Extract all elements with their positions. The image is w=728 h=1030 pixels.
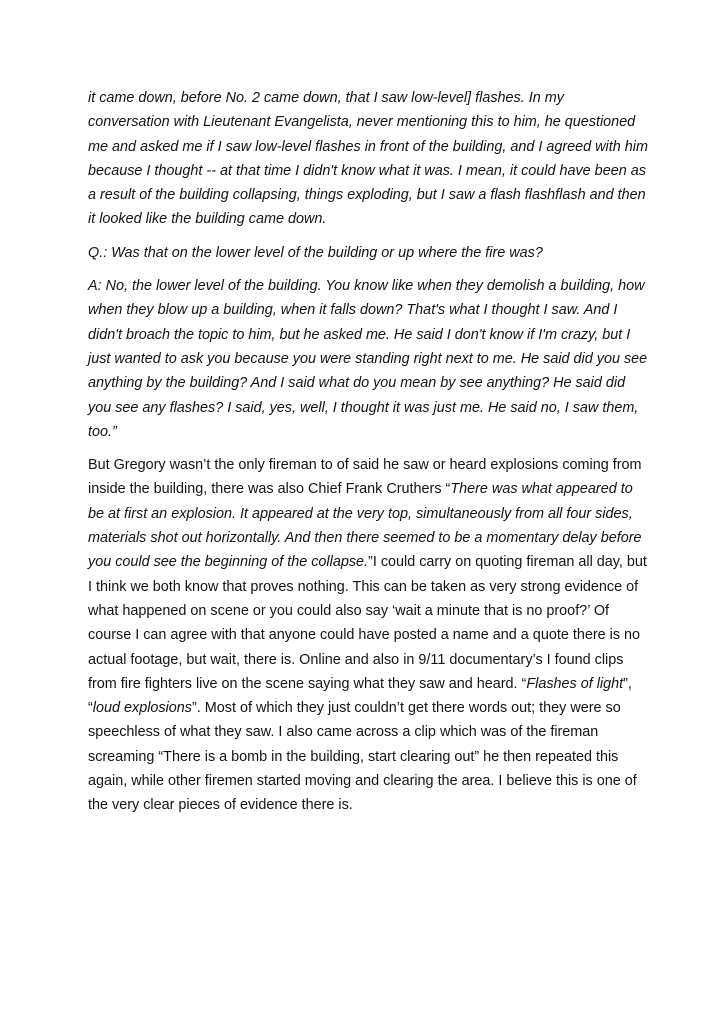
commentary-intro: But Gregory wasn’t the only fireman to of said he saw or heard explosions coming from inside the building, there was also Chief Frank Cruthers “: [88, 457, 642, 498]
testimony-paragraph: it came down, before No. 2 came down, that I saw low-level] flashes. In my conversation with Lieutenant Evangelista, never mentioning this to him, he questioned me and asked me if I saw low-level flashes in front of the building, and I agreed with him because I thought -- at that time I didn't know what it was. I mean, it could have been as a result of the building collapsing, things exploding, but I saw a flash flashflash and then it looked like the building came down.: [88, 90, 648, 228]
commentary-paragraph: [88, 453, 648, 817]
quote-separator: ”, “: [88, 675, 632, 717]
cruthers-quote: There was what appeared to be at first an explosion. It appeared at the very top, simultaneously from all four sides, materials shot out horizontally. And then there seemed to be a momentary delay before you could see the beginning of the collapse.: [88, 481, 642, 571]
commentary-middle: ”I could carry on quoting fireman all day, but I think we both know that proves nothing. This can be taken as very strong evidence of what happened on scene or you could also say ‘wait a minute that is no proof?’ Of course I can agree with that anyone could have posted a name and a quote there is no actual footage, but wait, there is. Online and also in 9/11 documentary’s I found clips from fire fighters live on the scene saying what they saw and heard. “: [88, 554, 647, 692]
flashes-quote: Flashes of light: [526, 675, 624, 692]
commentary-end: ”. Most of which they just couldn’t get there words out; they were so speechless of what they saw. I also came across a clip which was of the fireman screaming “There is a bomb in the building, start clearing out” he then repeated this again, while other firemen started moving and clearing the area. I believe this is one of the very clear pieces of evidence there is.: [88, 700, 637, 814]
explosions-quote: loud explosions: [92, 700, 192, 717]
document-body: [88, 86, 648, 827]
answer-paragraph: A: No, the lower level of the building. You know like when they demolish a building, how when they blow up a building, when it falls down? That's what I thought I saw. And I didn't broach the topic to him, but he asked me. He said I don't know if I'm crazy, but I just wanted to ask you because you were standing right next to me. He said did you see anything by the building? And I said what do you mean by see anything? He said did you see any flashes? I said, yes, well, I thought it was just me. He said no, I saw them, too.”: [88, 278, 648, 440]
question-paragraph: Q.: Was that on the lower level of the building or up where the fire was?: [88, 244, 543, 261]
